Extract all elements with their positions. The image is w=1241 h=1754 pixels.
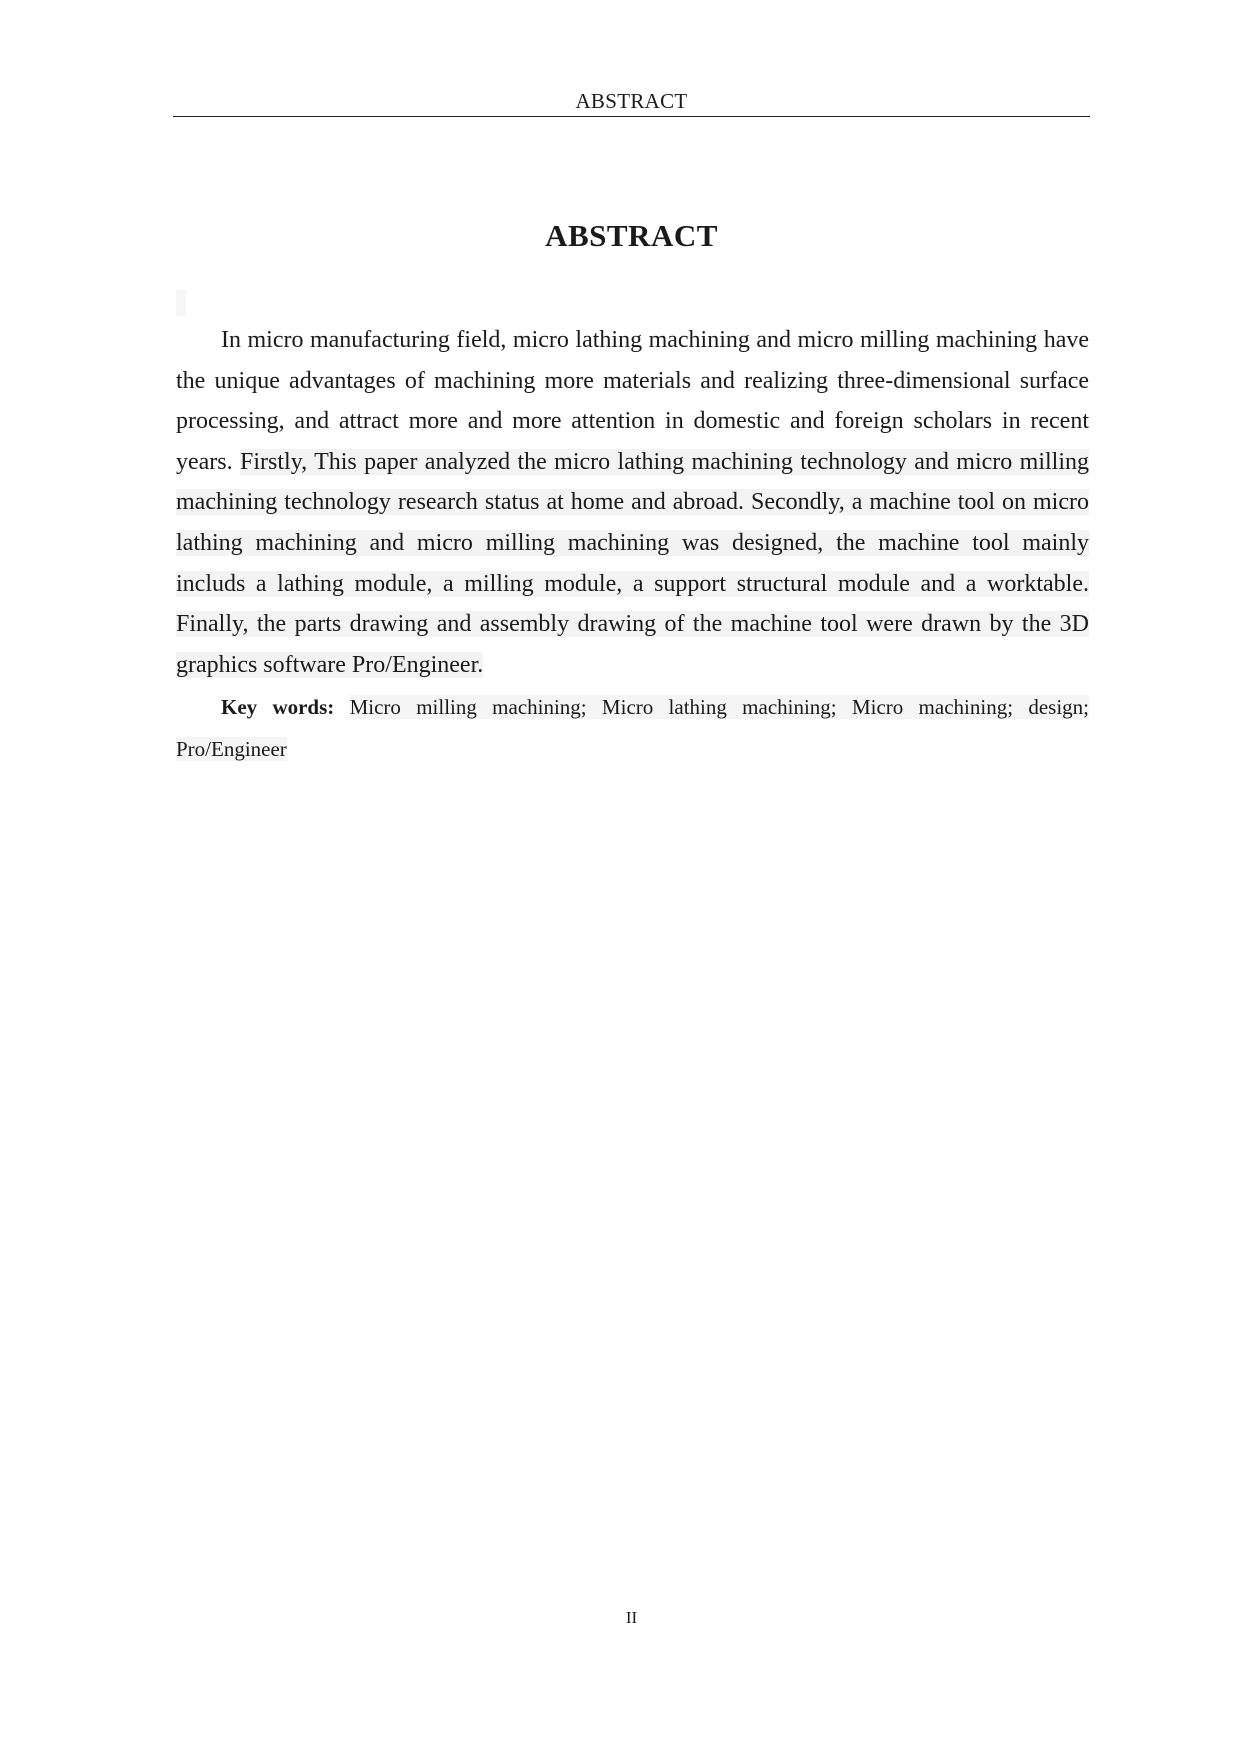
- page-number: II: [625, 1608, 638, 1627]
- keywords-line: [176, 686, 1089, 770]
- abstract-body-intro: In micro manufacturing field, micro lathing machining and micro milling machining have the unique advantages of machining more materials and realizing three-dimensional surface processing, and attract more and more attention in domestic and foreign scholars in recent years.: [176, 327, 1089, 475]
- abstract-body: [176, 320, 1089, 685]
- keywords-label: Key words:: [221, 695, 335, 719]
- abstract-body-highlighted: Firstly, This paper analyzed the micro lathing machining technology and micro milling machining technology research status at home and abroad. Secondly, a machine tool on micro lathing machining and micro milling machining was designed, the machine tool mainly includs a lathing module, a milling module, a support structural module and a worktable. Finally, the parts drawing and assembly drawing of the machine tool were drawn by the 3D graphics software Pro/Engineer.: [176, 448, 1089, 678]
- page-title: ABSTRACT: [545, 218, 718, 253]
- paragraph-marker: [176, 290, 186, 316]
- running-header: ABSTRACT: [173, 86, 1090, 117]
- keywords-value: Micro milling machining; Micro lathing machining; Micro machining; design; Pro/Engineer: [176, 695, 1089, 761]
